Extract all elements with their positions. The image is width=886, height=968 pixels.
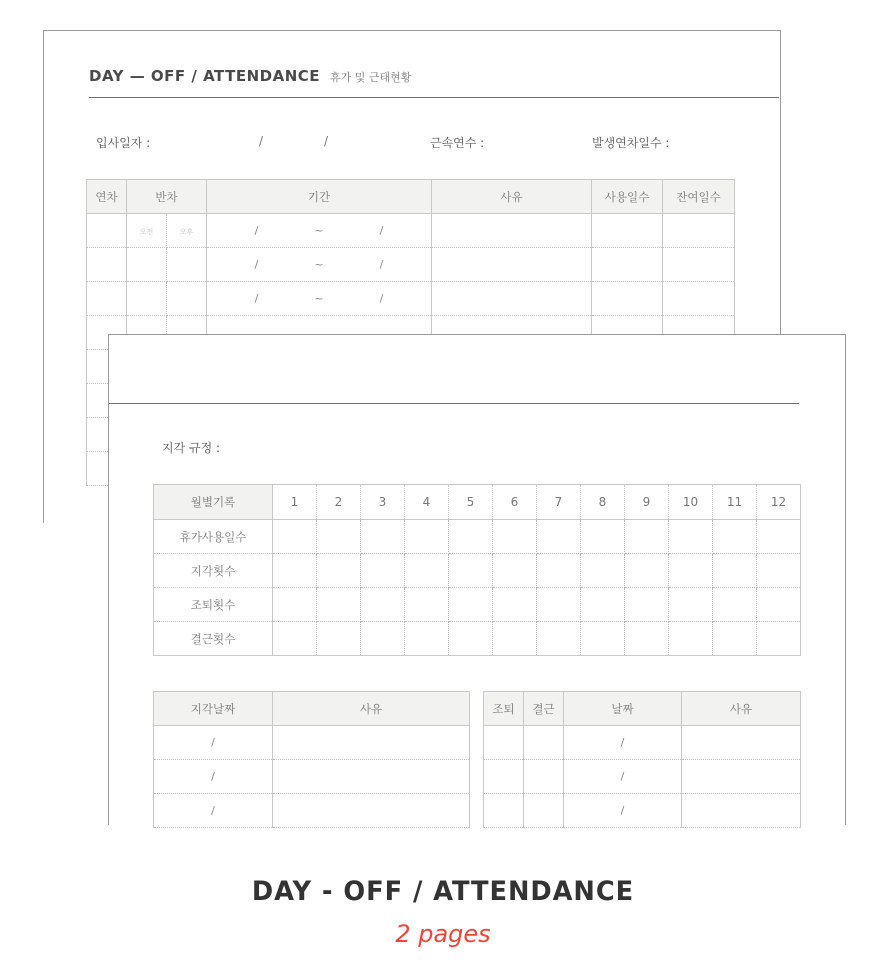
row-label-early-leave-count: 조퇴횟수 (154, 588, 273, 622)
col-late-date: 지각날짜 (154, 692, 273, 726)
col-date: 날짜 (564, 692, 682, 726)
col-absence: 결근 (524, 692, 564, 726)
col-reason: 사유 (432, 180, 592, 214)
table-row: / (154, 794, 470, 828)
col-early-leave: 조퇴 (484, 692, 524, 726)
title-rule (89, 97, 779, 98)
col-remaining-days: 잔여일수 (663, 180, 735, 214)
month-12: 12 (757, 485, 801, 520)
table-row: / (484, 726, 801, 760)
table-row: 오전 오후 / ~ / (87, 214, 735, 248)
table-row: / ~ / (87, 248, 735, 282)
footer-title: DAY - OFF / ATTENDANCE (251, 876, 635, 907)
month-9: 9 (625, 485, 669, 520)
month-8: 8 (581, 485, 625, 520)
table-row (154, 622, 801, 656)
month-11: 11 (713, 485, 757, 520)
table-row: / (484, 760, 801, 794)
page-1-title (89, 67, 411, 85)
late-record-table (153, 691, 470, 828)
month-6: 6 (493, 485, 537, 520)
monthly-header-row (154, 485, 801, 520)
month-5: 5 (449, 485, 493, 520)
table-row (154, 588, 801, 622)
row-label-late-count: 지각횟수 (154, 554, 273, 588)
col-used-days: 사용일수 (592, 180, 663, 214)
late-rule-label: 지각 규정 : (162, 441, 221, 455)
late-table-header (154, 692, 470, 726)
tenure-label: 근속연수 : (430, 136, 485, 150)
table-row (154, 520, 801, 554)
table-row: / (484, 794, 801, 828)
col-period: 기간 (207, 180, 432, 214)
table-row: / (154, 760, 470, 794)
month-3: 3 (361, 485, 405, 520)
pm-label: 오후 (179, 228, 194, 236)
leave-table-header (87, 180, 735, 214)
col-late-reason: 사유 (273, 692, 470, 726)
subtitle-text: 휴가 및 근태현황 (330, 71, 412, 84)
early-table-header (484, 692, 801, 726)
row-label-absence-count: 결근횟수 (154, 622, 273, 656)
month-1: 1 (273, 485, 317, 520)
col-annual: 연차 (87, 180, 127, 214)
am-label: 오전 (139, 228, 154, 236)
month-2: 2 (317, 485, 361, 520)
table-row: / (154, 726, 470, 760)
col-reason: 사유 (682, 692, 801, 726)
table-row (154, 554, 801, 588)
early-leave-absence-table (483, 691, 801, 828)
col-half-day: 반차 (127, 180, 207, 214)
month-4: 4 (405, 485, 449, 520)
leave-days-label: 발생연차일수 : (592, 136, 670, 150)
table-row: / ~ / (87, 282, 735, 316)
page-2-attendance-sheet (108, 334, 846, 825)
title-text: DAY — OFF / ATTENDANCE (89, 67, 321, 85)
monthly-record-table (153, 484, 801, 656)
monthly-header: 월별기록 (154, 485, 273, 520)
month-7: 7 (537, 485, 581, 520)
hire-date-sep-2: / (324, 134, 329, 148)
footer-subtitle: 2 pages (395, 920, 491, 948)
row-label-leave-used: 휴가사용일수 (154, 520, 273, 554)
hire-date-sep-1: / (259, 134, 264, 148)
title-rule (109, 403, 799, 404)
hire-date-label: 입사일자 : (96, 136, 151, 150)
month-10: 10 (669, 485, 713, 520)
